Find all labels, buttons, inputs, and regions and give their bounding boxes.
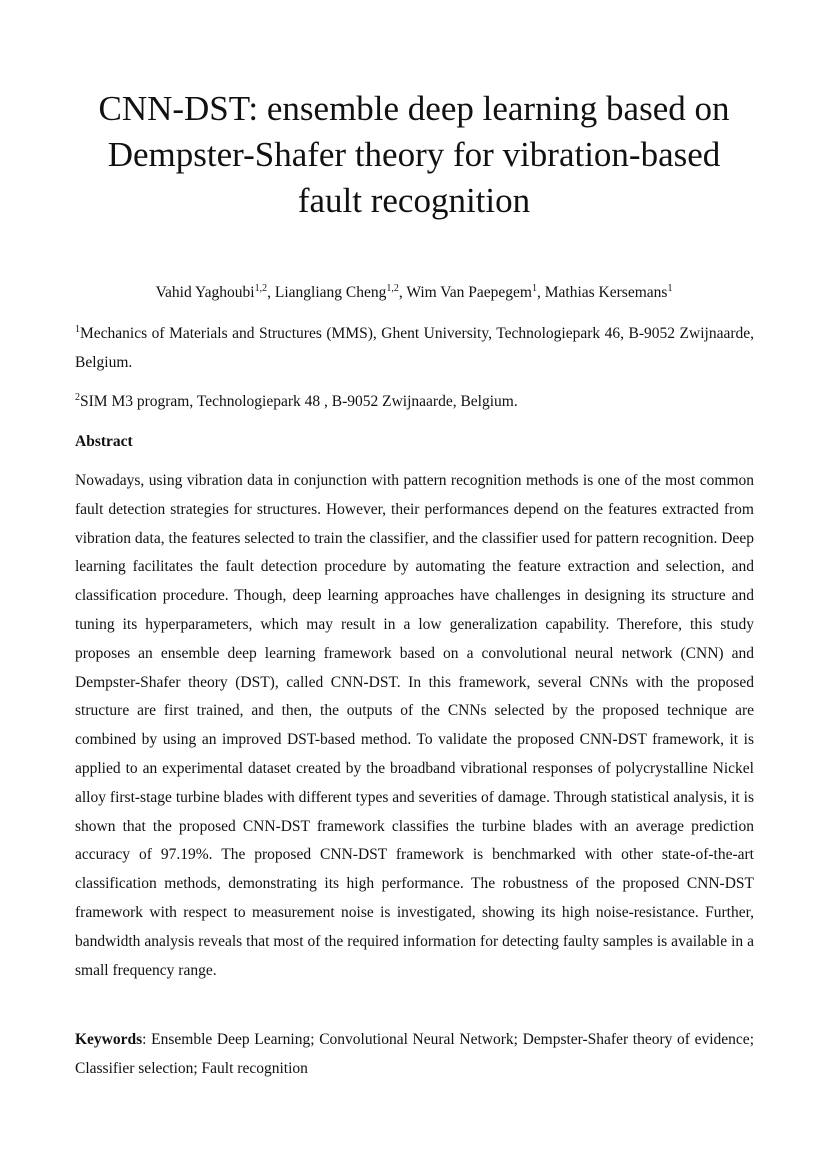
author-superscript-4: 1: [667, 282, 673, 294]
author-superscript-1: 1,2: [254, 282, 268, 294]
affiliation-superscript-2: 2: [75, 391, 80, 403]
author-superscript-3: 1: [532, 282, 537, 294]
author-separator-2: ,: [398, 284, 407, 301]
keywords-label: Keywords: [75, 1031, 143, 1048]
affiliation-2: [75, 387, 754, 416]
title-line-2: Dempster-Shafer theory for vibration-based: [107, 135, 721, 174]
title-line-1: CNN-DST: ensemble deep learning based on: [98, 89, 730, 128]
abstract-heading: Abstract: [75, 433, 133, 450]
affiliation-1: [75, 319, 754, 377]
author-name-1: Vahid Yaghoubi: [155, 284, 255, 301]
affiliation-text-2: SIM M3 program, Technologiepark 48 , B-9052 Zwijnaarde, Belgium.: [80, 393, 518, 410]
author-separator-3: ,: [537, 284, 545, 301]
keywords-text: Ensemble Deep Learning; Convolutional Neural Network; Dempster-Shafer theory of evidence; Classifier selection; Fault recognition: [75, 1031, 754, 1077]
keywords-separator: :: [142, 1031, 152, 1048]
title-line-3: fault recognition: [297, 181, 531, 220]
author-name-2: Liangliang Cheng: [274, 284, 387, 301]
affiliation-text-1: Mechanics of Materials and Structures (MMS), Ghent University, Technologiepark 46, B-9052 Zwijnaarde, Belgium.: [75, 325, 754, 371]
author-separator-1: ,: [267, 284, 275, 301]
paper-title: [60, 86, 768, 224]
author-list: [60, 283, 768, 303]
keywords-paragraph: [75, 1025, 754, 1083]
affiliation-superscript-1: 1: [75, 323, 80, 335]
abstract-body: Nowadays, using vibration data in conjunction with pattern recognition methods is one of the most common fault detection strategies for structures. However, their performances depend on the features extracted from vibration data, the features selected to train the classifier, and the classifier used for pattern recognition. Deep learning facilitates the fault detection procedure by automating the feature extraction and selection, and classification procedure. Though, deep learning approaches have challenges in designing its structure and tuning its hyperparameters, which may result in a low generalization capability. Therefore, this study proposes an ensemble deep learning framework based on a convolutional neural network (CNN) and Dempster-Shafer theory (DST), called CNN-DST. In this framework, several CNNs with the proposed structure are first trained, and then, the outputs of the CNNs selected by the proposed technique are combined by using an improved DST-based method. To validate the proposed CNN-DST framework, it is applied to an experimental dataset created by the broadband vibrational responses of polycrystalline Nickel alloy first-stage turbine blades with different types and severities of damage. Through statistical analysis, it is shown that the proposed CNN-DST framework classifies the turbine blades with an average prediction accuracy of 97.19%. The proposed CNN-DST framework is benchmarked with other state-of-the-art classification methods, demonstrating its high performance. The robustness of the proposed CNN-DST framework with respect to measurement noise is investigated, showing its high noise-resistance. Further, bandwidth analysis reveals that most of the required information for detecting faulty samples is available in a small frequency range.: [75, 472, 754, 979]
author-name-4: Mathias Kersemans: [544, 284, 668, 301]
author-superscript-2: 1,2: [386, 282, 399, 294]
author-name-3: Wim Van Paepegem: [406, 284, 532, 301]
